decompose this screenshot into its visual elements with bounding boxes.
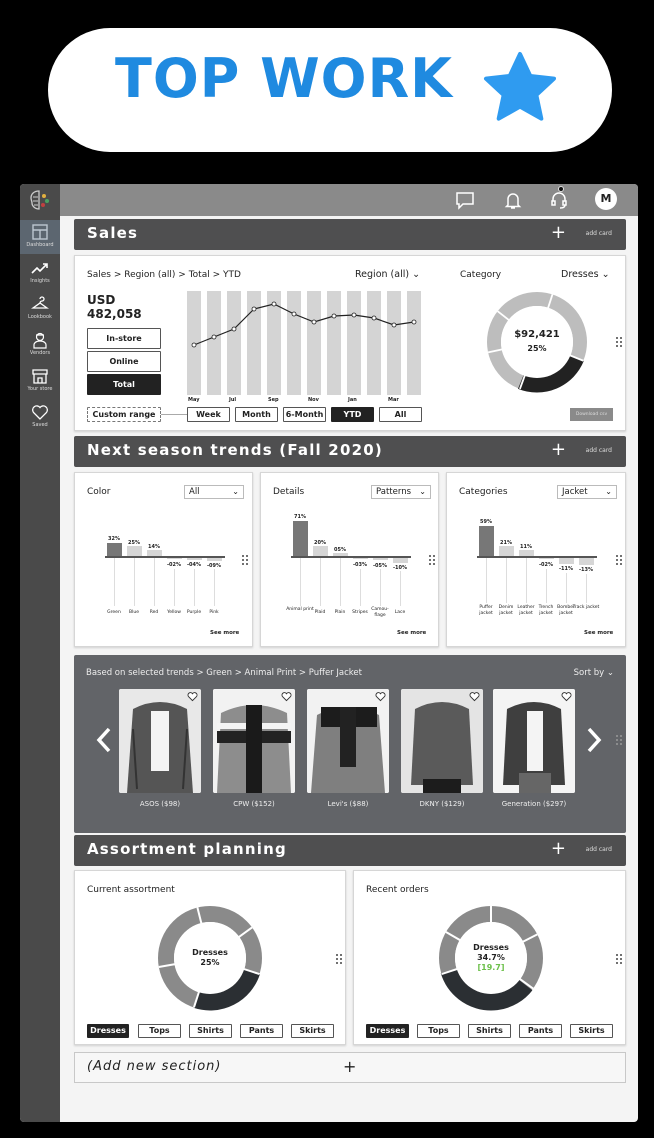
favorite-heart-icon[interactable] xyxy=(281,691,292,702)
see-more-link[interactable]: See more xyxy=(584,630,614,636)
bar-category: Red xyxy=(149,610,159,615)
bar-value: 59% xyxy=(480,519,492,525)
donut-delta: [19.7] xyxy=(477,963,505,972)
drag-handle-icon[interactable] xyxy=(616,337,622,347)
guide-line xyxy=(546,569,547,603)
vendor-icon xyxy=(31,331,49,349)
tab-shirts[interactable]: Shirts xyxy=(468,1024,511,1038)
category-value: $92,421 xyxy=(514,329,560,340)
sales-card xyxy=(74,255,626,431)
add-card-button[interactable]: add card xyxy=(585,447,612,454)
guide-line xyxy=(154,558,155,606)
guide-line xyxy=(486,558,487,603)
channel-online-button[interactable]: Online xyxy=(87,351,161,372)
tab-dresses[interactable]: Dresses xyxy=(366,1024,409,1038)
bar-value: 25% xyxy=(128,540,140,546)
guide-line xyxy=(360,569,361,606)
sales-total xyxy=(87,293,142,321)
hanger-icon xyxy=(31,295,49,313)
product-caption: Levi's ($88) xyxy=(327,800,369,808)
sidebar-label: Insights xyxy=(30,278,50,284)
product-carousel xyxy=(74,655,626,833)
sidebar-item-dashboard[interactable] xyxy=(20,220,60,254)
product-caption: Generation ($297) xyxy=(501,800,567,808)
drag-handle-icon[interactable] xyxy=(616,555,622,565)
sidebar-label: Dashboard xyxy=(26,242,54,248)
heart-icon xyxy=(31,403,49,421)
bar-value: -10% xyxy=(392,565,408,571)
bar-animal-print xyxy=(293,521,308,556)
trend-card-title: Color xyxy=(87,487,111,497)
favorite-heart-icon[interactable] xyxy=(561,691,572,702)
sales-line xyxy=(187,291,423,395)
product-card[interactable] xyxy=(119,689,201,793)
store-icon xyxy=(31,367,49,385)
bar-stripes xyxy=(353,558,368,559)
range-ytd-button[interactable]: YTD xyxy=(331,407,374,422)
categories-select[interactable] xyxy=(557,485,617,499)
brain-logo-icon[interactable] xyxy=(27,189,53,211)
product-image xyxy=(307,689,389,793)
bar-category: Puffer jacket xyxy=(479,605,493,616)
add-section-label: (Add new section) xyxy=(87,1059,222,1074)
add-card-plus-icon[interactable]: + xyxy=(550,439,566,460)
chevron-down-icon: ⌄ xyxy=(601,269,610,280)
product-card[interactable] xyxy=(401,689,483,793)
favorite-heart-icon[interactable] xyxy=(375,691,386,702)
headset-icon[interactable] xyxy=(549,190,569,210)
assortment-section-header xyxy=(74,835,626,866)
chevron-right-icon[interactable] xyxy=(586,727,602,753)
sidebar-item-vendors[interactable] xyxy=(20,328,60,362)
details-select[interactable] xyxy=(371,485,431,499)
guide-line xyxy=(194,569,195,606)
download-csv-button[interactable]: Download csv xyxy=(570,408,613,421)
section-title: Assortment planning xyxy=(87,840,287,858)
bar-value: -09% xyxy=(206,563,222,569)
month-label: Jan xyxy=(348,397,357,403)
product-image xyxy=(119,689,201,793)
product-caption: ASOS ($98) xyxy=(139,800,181,808)
favorite-heart-icon[interactable] xyxy=(469,691,480,702)
category-title: Category xyxy=(460,270,502,280)
product-card[interactable] xyxy=(213,689,295,793)
region-select[interactable] xyxy=(355,269,420,280)
bar-pink xyxy=(207,558,222,561)
guide-line xyxy=(586,574,587,603)
select-value: Patterns xyxy=(376,487,412,497)
bar-category: Plaid xyxy=(314,610,326,615)
bar-value: -11% xyxy=(558,566,574,572)
product-caption: DKNY ($129) xyxy=(419,800,465,808)
guide-line xyxy=(114,558,115,606)
guide-line xyxy=(400,571,401,606)
bar-category: Denim jacket xyxy=(498,605,514,616)
bar-value: -02% xyxy=(166,562,182,568)
bar-value: -02% xyxy=(538,562,554,568)
carousel-breadcrumb: Based on selected trends > Green > Animal Print > Puffer Jacket xyxy=(86,668,362,678)
month-label: Nov xyxy=(308,397,319,403)
category-select[interactable] xyxy=(561,269,610,280)
bar-leather-jacket xyxy=(519,550,534,556)
tab-dresses[interactable]: Dresses xyxy=(87,1024,129,1038)
product-caption: CPW ($152) xyxy=(233,800,275,808)
card-title: Current assortment xyxy=(87,885,175,895)
sidebar-label: Lookbook xyxy=(28,314,52,320)
chevron-down-icon: ⌄ xyxy=(419,487,426,496)
channel-total-button[interactable]: Total xyxy=(87,374,161,395)
bar-category: Pink xyxy=(209,610,219,615)
product-card[interactable] xyxy=(307,689,389,793)
product-image xyxy=(213,689,295,793)
guide-line xyxy=(300,558,301,606)
month-label: Mar xyxy=(388,397,399,403)
bar-value: 32% xyxy=(108,536,120,542)
trend-card-color xyxy=(74,472,253,647)
bar-value: 11% xyxy=(520,544,532,550)
guide-line xyxy=(320,558,321,606)
bar-category: Blue xyxy=(129,610,139,615)
bar-value: 05% xyxy=(334,547,346,553)
add-card-plus-icon[interactable]: + xyxy=(550,222,566,243)
total-value: 482,058 xyxy=(87,307,142,321)
favorite-heart-icon[interactable] xyxy=(187,691,198,702)
range-week-button[interactable]: Week xyxy=(187,407,230,422)
bar-category: Trench jacket xyxy=(538,605,554,616)
sort-by-dropdown[interactable] xyxy=(574,668,614,678)
guide-line xyxy=(340,558,341,606)
guide-line xyxy=(506,558,507,603)
sidebar-label: Your store xyxy=(27,386,53,392)
see-more-link[interactable]: See more xyxy=(397,630,427,636)
bar-category: Yellow xyxy=(167,610,181,615)
bar-value: -04% xyxy=(186,562,202,568)
sales-breadcrumb: Sales > Region (all) > Total > YTD xyxy=(87,270,241,280)
bar-category: Stripes xyxy=(352,610,368,615)
star-icon xyxy=(478,48,562,128)
add-card-plus-icon[interactable]: + xyxy=(550,838,566,859)
bar-category: Lace xyxy=(394,610,406,615)
bar-category: Track jacket xyxy=(572,605,600,610)
chevron-down-icon: ⌄ xyxy=(606,668,614,678)
tab-pants[interactable]: Pants xyxy=(519,1024,562,1038)
select-value: Jacket xyxy=(562,487,588,497)
sidebar-label: Saved xyxy=(32,422,48,428)
drag-handle-icon[interactable] xyxy=(616,735,622,745)
current-assortment-card xyxy=(74,870,346,1045)
region-select-value: Region (all) xyxy=(355,269,410,280)
bar-purple xyxy=(187,558,202,560)
donut-pct: 34.7% xyxy=(477,953,505,962)
drag-handle-icon[interactable] xyxy=(429,555,435,565)
avatar[interactable]: M xyxy=(595,188,617,210)
drag-handle-icon[interactable] xyxy=(242,555,248,565)
bar-category: Green xyxy=(107,610,121,615)
drag-handle-icon[interactable] xyxy=(336,954,342,964)
donut-pct: 25% xyxy=(200,958,220,967)
tab-skirts[interactable]: Skirts xyxy=(570,1024,613,1038)
bar-value: 21% xyxy=(500,540,512,546)
add-card-button[interactable]: add card xyxy=(585,230,612,237)
sort-by-label: Sort by xyxy=(573,668,605,678)
bar-category: Plain xyxy=(334,610,346,615)
app-window xyxy=(20,184,638,1122)
sidebar xyxy=(20,184,60,1122)
bar-track-jacket xyxy=(579,558,594,565)
section-title: Next season trends (Fall 2020) xyxy=(87,441,383,459)
donut-label: Dresses xyxy=(473,943,509,952)
drag-handle-icon[interactable] xyxy=(616,954,622,964)
range-6month-button[interactable]: 6-Month xyxy=(283,407,326,422)
guide-line xyxy=(174,569,175,606)
bar-category: Animal print xyxy=(286,607,314,612)
currency-label: USD xyxy=(87,293,116,307)
range-month-button[interactable]: Month xyxy=(235,407,278,422)
chat-icon[interactable] xyxy=(455,190,475,210)
guide-line xyxy=(380,569,381,606)
bar-value: 20% xyxy=(314,540,326,546)
trend-card-title: Categories xyxy=(459,487,508,497)
guide-line xyxy=(566,573,567,603)
bar-yellow xyxy=(167,558,182,559)
month-label: May xyxy=(188,397,200,403)
tab-skirts[interactable]: Skirts xyxy=(291,1024,334,1038)
select-value: All xyxy=(189,487,200,497)
bar-plain xyxy=(333,553,348,556)
bar-category: Bomber jacket xyxy=(557,605,575,616)
plus-icon[interactable]: + xyxy=(343,1057,357,1076)
top-bar xyxy=(60,184,638,216)
chevron-down-icon: ⌄ xyxy=(232,487,239,496)
chevron-down-icon: ⌄ xyxy=(412,269,421,280)
category-pct: 25% xyxy=(527,344,547,353)
bell-icon[interactable] xyxy=(503,190,523,210)
recent-orders-card xyxy=(353,870,626,1045)
product-image xyxy=(493,689,575,793)
sidebar-label: Vendors xyxy=(29,350,51,356)
sidebar-item-insights[interactable] xyxy=(20,256,60,290)
trend-card-details xyxy=(260,472,439,647)
add-card-button[interactable]: add card xyxy=(585,846,612,853)
bar-value: 14% xyxy=(148,544,160,550)
bar-value: -05% xyxy=(372,563,388,569)
chevron-down-icon: ⌄ xyxy=(605,487,612,496)
bar-category: Purple xyxy=(186,610,202,615)
month-label: Jul xyxy=(229,397,237,403)
sidebar-item-lookbook[interactable] xyxy=(20,292,60,326)
bar-red xyxy=(147,550,162,556)
donut-label: Dresses xyxy=(192,948,228,957)
guide-line xyxy=(526,558,527,603)
tab-pants[interactable]: Pants xyxy=(240,1024,283,1038)
product-image xyxy=(401,689,483,793)
category-select-value: Dresses xyxy=(561,269,599,280)
channel-in-store-button[interactable]: In-store xyxy=(87,328,161,349)
chevron-left-icon[interactable] xyxy=(96,727,112,753)
tab-shirts[interactable]: Shirts xyxy=(189,1024,232,1038)
sales-section-header xyxy=(74,219,626,250)
guide-line xyxy=(214,569,215,606)
bar-bomber-jacket xyxy=(559,558,574,564)
bar-value: -03% xyxy=(352,562,368,568)
sidebar-item-saved[interactable] xyxy=(20,400,60,434)
see-more-link[interactable]: See more xyxy=(210,630,240,636)
badge-label: TOP WORK xyxy=(115,47,454,110)
tab-tops[interactable]: Tops xyxy=(138,1024,181,1038)
category-donut-chart xyxy=(485,290,589,394)
product-card[interactable] xyxy=(493,689,575,793)
card-title: Recent orders xyxy=(366,885,429,895)
range-all-button[interactable]: All xyxy=(379,407,422,422)
bar-trench-jacket xyxy=(539,558,554,559)
bar-camouflage xyxy=(373,558,388,560)
month-label: Sep xyxy=(268,397,279,403)
trend-up-icon xyxy=(31,259,49,277)
bar-value: -13% xyxy=(578,567,594,573)
trend-card-categories xyxy=(446,472,626,647)
color-select[interactable] xyxy=(184,485,244,499)
custom-range-button[interactable]: Custom range xyxy=(87,407,161,422)
bar-value: 71% xyxy=(294,514,306,520)
section-title: Sales xyxy=(87,224,139,242)
add-new-section-button[interactable] xyxy=(74,1052,626,1083)
trend-card-title: Details xyxy=(273,487,305,497)
dashboard-icon xyxy=(31,223,49,241)
bar-category: Camou- flage xyxy=(371,607,389,618)
range-connector xyxy=(161,414,187,415)
bar-lace xyxy=(393,558,408,563)
trends-section-header xyxy=(74,436,626,467)
bar-category: Leather jacket xyxy=(517,605,535,616)
sidebar-item-your-store[interactable] xyxy=(20,364,60,398)
guide-line xyxy=(134,558,135,606)
tab-tops[interactable]: Tops xyxy=(417,1024,460,1038)
